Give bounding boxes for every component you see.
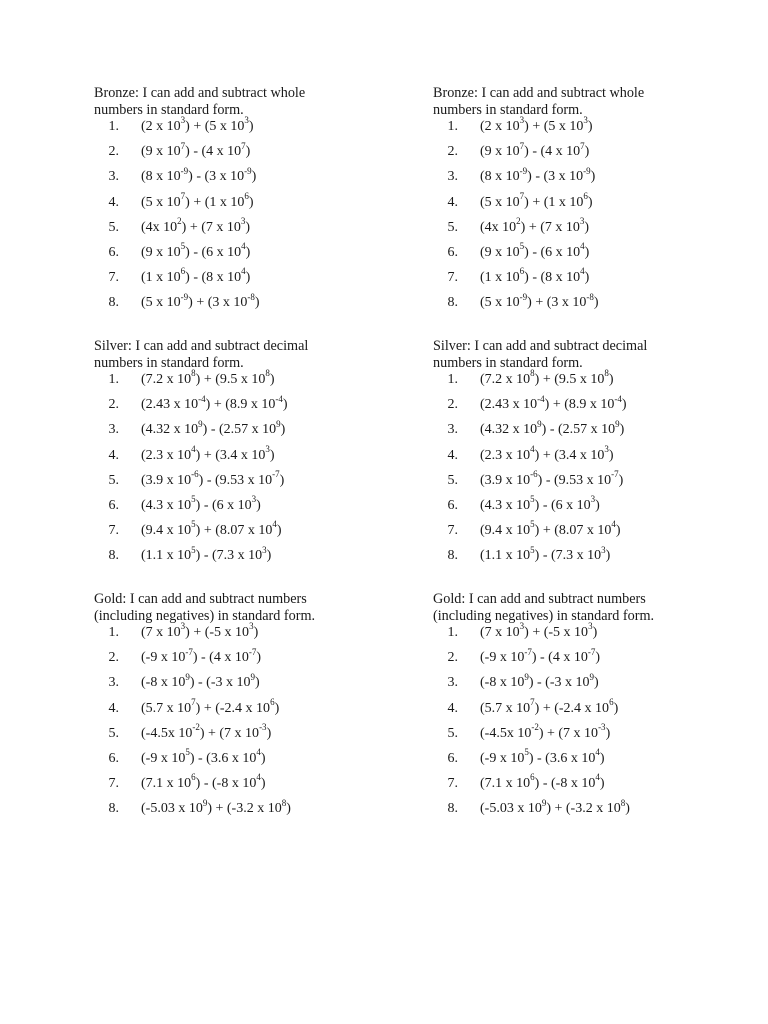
exponent: 5 [530, 494, 535, 505]
problem-number: 6. [108, 244, 119, 260]
exponent: 3 [590, 494, 596, 505]
exponent: 5 [519, 241, 525, 252]
exponent: 9 [185, 671, 190, 682]
problem-number: 3. [108, 169, 119, 185]
problem-number: 3. [108, 675, 119, 691]
exponent: 9 [524, 671, 529, 682]
problem-list [94, 368, 414, 574]
problem-number: 7. [108, 523, 119, 539]
exponent: 5 [180, 241, 186, 252]
problem-list [433, 621, 753, 827]
problem-number: 1. [108, 372, 119, 387]
exponent: 4 [256, 747, 261, 758]
exponent: 3 [262, 544, 267, 555]
problem-number: 3. [447, 422, 458, 438]
problem-item [94, 140, 414, 169]
problem-number: 2. [447, 397, 458, 413]
exponent: 5 [191, 519, 196, 530]
exponent: -7 [272, 469, 280, 480]
problem-number: 8. [447, 801, 458, 817]
exponent: 4 [595, 772, 600, 783]
exponent: -8 [247, 291, 255, 302]
problem-item [433, 494, 753, 523]
problem-number: 6. [447, 244, 458, 260]
problem-expression: (-8 x $10^9) - (-3$ x $10^9$) [141, 671, 260, 691]
problem-expression: (-9 x $10^5) - (3.6$ x $10^4$) [141, 747, 266, 766]
problem-expression: (5.7 x $10^7) + (-2.4$ x $10^6$) [480, 696, 619, 716]
exponent: -4 [614, 393, 622, 404]
problem-number: 6. [447, 750, 458, 766]
exponent: 6 [609, 696, 614, 707]
exponent: -3 [259, 722, 267, 733]
exponent: 4 [580, 266, 585, 277]
exponent: 4 [595, 747, 600, 758]
problem-expression: (-9 x $10^5) - (3.6$ x $10^4$) [480, 747, 605, 766]
exponent: 6 [244, 190, 249, 201]
exponent: 3 [244, 115, 249, 126]
exponent: 7 [580, 140, 585, 151]
exponent: -6 [191, 469, 199, 480]
exponent: 3 [519, 621, 525, 632]
problem-expression: (7 x $10^3) + (-5$ x $10^3$) [141, 621, 259, 640]
problem-expression: (4.32 x $10^9) - (2.57$ x $10^9$) [141, 418, 286, 438]
exponent: 8 [530, 368, 535, 379]
problem-number: 5. [108, 472, 119, 488]
problem-list [94, 621, 414, 827]
problem-number: 4. [108, 194, 119, 210]
section-title: Gold: I can add and subtract numbers (including negatives) in standard form. [433, 591, 655, 624]
exponent: 7 [191, 696, 196, 707]
exponent: 9 [615, 418, 620, 429]
problem-item [94, 772, 414, 801]
problem-item [433, 115, 753, 144]
worksheet-right-column [433, 82, 753, 841]
problem-item [94, 722, 414, 751]
problem-expression: (5 x $10^{-9}) + (3$ x $10^{-8}$) [480, 291, 599, 311]
problem-item [94, 418, 414, 447]
exponent: 5 [524, 747, 529, 758]
problem-number: 3. [108, 422, 119, 438]
exponent: -7 [248, 646, 257, 657]
problem-expression: (9 x $10^7) - (4$ x $10^7$) [480, 140, 590, 160]
exponent: 2 [177, 216, 182, 227]
problem-expression: (1 x $10^6) - (8$ x $10^4$) [480, 266, 590, 286]
problem-expression: (9 x $10^5) - (6$ x $10^4$) [141, 241, 251, 260]
problem-item [433, 671, 753, 700]
section-title: Silver: I can add and subtract decimal numbers in standard form. [94, 338, 309, 371]
problem-number: 6. [108, 497, 119, 513]
problem-number: 4. [447, 447, 458, 463]
exponent: -9 [244, 165, 252, 176]
problem-expression: (7.1 x $10^6) - (-8$ x $10^4$) [480, 772, 605, 792]
problem-list [433, 368, 753, 574]
exponent: 5 [185, 747, 190, 758]
problem-list [433, 115, 753, 321]
problem-item [94, 443, 414, 473]
problem-expression: (-9 x $10^{-7}) - (4$ x $10^{-7}$) [141, 646, 261, 666]
exponent: -8 [586, 291, 594, 302]
problem-expression: (9 x $10^7) - (4$ x $10^7$) [141, 140, 251, 160]
exponent: 3 [249, 621, 254, 632]
exponent: -7 [185, 646, 193, 657]
exponent: 6 [191, 772, 196, 783]
gold-section [94, 588, 414, 841]
exponent: 5 [191, 494, 196, 505]
problem-number: 1. [108, 625, 119, 640]
problem-number: 8. [447, 295, 458, 311]
problem-number: 4. [108, 447, 119, 463]
problem-expression: (-9 x $10^{-7}) - (4$ x $10^{-7}$) [480, 646, 600, 666]
exponent: -6 [530, 469, 538, 480]
problem-number: 4. [108, 700, 119, 716]
problem-item [94, 747, 414, 776]
exponent: 3 [265, 443, 270, 454]
exponent: -2 [192, 722, 200, 733]
silver-section [433, 335, 753, 588]
problem-number: 7. [447, 776, 458, 792]
problem-item [433, 216, 753, 245]
exponent: 5 [191, 544, 196, 555]
problem-expression: (5 x $10^{-9}) + (3$ x $10^{-8}$) [141, 291, 260, 311]
problem-expression: (7.1 x $10^6) - (-8$ x $10^4$) [141, 772, 266, 792]
exponent: 8 [604, 368, 609, 379]
problem-expression: (9.4 x $10^5) + (8.07$ x $10^4$) [480, 519, 621, 539]
problem-expression: (-5.03 x $10^9) + (-3.2$ x $10^8$) [480, 797, 630, 817]
exponent: -4 [537, 393, 545, 404]
exponent: -4 [275, 393, 283, 404]
problem-item [433, 241, 753, 270]
exponent: 9 [276, 418, 281, 429]
problem-expression: (2.3 x $10^4) + (3.4$ x $10^3$) [141, 443, 275, 463]
problem-item [433, 368, 753, 397]
problem-expression: (-5.03 x $10^9) + (-3.2$ x $10^8$) [141, 797, 291, 817]
exponent: 4 [256, 772, 261, 783]
problem-expression: (8 x $10^{-9}) - (3$ x $10^{-9}$) [480, 165, 596, 185]
problem-expression: (4.32 x $10^9) - (2.57$ x $10^9$) [480, 418, 625, 438]
problem-expression: (3.9 x $10^{-6}) - (9.53$ x $10^{-7}$) [141, 469, 285, 488]
exponent: -4 [198, 393, 206, 404]
problem-number: 7. [108, 270, 119, 286]
problem-expression: (-4.5x $10^{-2}) + (7$ x $10^{-3}$) [141, 722, 272, 741]
exponent: 4 [191, 443, 196, 454]
problem-number: 2. [447, 144, 458, 160]
problem-item [94, 368, 414, 397]
problem-expression: (-8 x $10^9) - (-3$ x $10^9$) [480, 671, 599, 691]
exponent: -9 [583, 165, 591, 176]
exponent: 6 [519, 266, 525, 277]
exponent: 6 [583, 190, 588, 201]
problem-item [433, 696, 753, 726]
problem-item [94, 519, 414, 548]
problem-number: 2. [108, 144, 119, 160]
problem-number: 5. [447, 219, 458, 235]
problem-expression: (7 x $10^3) + (-5$ x $10^3$) [480, 621, 598, 640]
exponent: 4 [241, 241, 246, 252]
exponent: 4 [580, 241, 585, 252]
problem-expression: (5 x $10^7) + (1$ x $10^6$) [480, 190, 593, 210]
exponent: -9 [519, 165, 528, 176]
exponent: -9 [180, 165, 189, 176]
problem-number: 5. [108, 725, 119, 741]
exponent: -9 [180, 291, 189, 302]
exponent: 9 [198, 418, 203, 429]
problem-expression: (5 x $10^7) + (1$ x $10^6$) [141, 190, 254, 210]
exponent: 4 [241, 266, 246, 277]
problem-item [433, 291, 753, 320]
problem-expression: (2.43 x $10^{-4}) + (8.9$ x $10^{-4}$) [480, 393, 627, 413]
problem-expression: (8 x $10^{-9}) - (3$ x $10^{-9}$) [141, 165, 257, 185]
exponent: 6 [530, 772, 535, 783]
exponent: 7 [241, 140, 246, 151]
exponent: 9 [589, 671, 594, 682]
problem-expression: (4.3 x $10^5) - (6$ x $10^3$) [141, 494, 261, 513]
problem-list [94, 115, 414, 321]
problem-item [94, 544, 414, 573]
problem-expression: (4x $10^2) + (7$ x $10^3$) [141, 216, 251, 235]
problem-number: 7. [447, 270, 458, 286]
problem-expression: (7.2 x $10^8) + (9.5$ x $10^8$) [141, 368, 275, 387]
exponent: 7 [180, 140, 186, 151]
problem-expression: (4x $10^2) + (7$ x $10^3$) [480, 216, 590, 235]
problem-expression: (1.1 x $10^5) - (7.3$ x $10^3$) [141, 544, 272, 564]
problem-number: 6. [108, 750, 119, 766]
problem-number: 8. [447, 548, 458, 564]
problem-number: 6. [447, 497, 458, 513]
problem-item [433, 418, 753, 447]
exponent: 9 [537, 418, 542, 429]
problem-number: 2. [108, 650, 119, 666]
exponent: 7 [180, 190, 186, 201]
problem-expression: (9.4 x $10^5) + (8.07$ x $10^4$) [141, 519, 282, 539]
problem-item [433, 190, 753, 220]
problem-number: 2. [108, 397, 119, 413]
problem-number: 3. [447, 169, 458, 185]
problem-number: 8. [108, 548, 119, 564]
problem-number: 7. [447, 523, 458, 539]
exponent: 3 [180, 115, 186, 126]
problem-number: 8. [108, 295, 119, 311]
problem-expression: (2 x $10^3) + (5$ x $10^3$) [141, 115, 254, 134]
section-title: Bronze: I can add and subtract whole numbers in standard form. [94, 85, 306, 118]
exponent: 3 [604, 443, 609, 454]
problem-item [433, 722, 753, 751]
problem-number: 4. [447, 700, 458, 716]
problem-item [94, 115, 414, 144]
problem-expression: (1 x $10^6) - (8$ x $10^4$) [141, 266, 251, 286]
section-title: Gold: I can add and subtract numbers (including negatives) in standard form. [94, 591, 316, 624]
problem-item [94, 393, 414, 422]
exponent: 5 [530, 519, 535, 530]
exponent: 7 [530, 696, 535, 707]
exponent: 4 [272, 519, 277, 530]
problem-number: 5. [447, 725, 458, 741]
exponent: 9 [250, 671, 255, 682]
exponent: 3 [601, 544, 606, 555]
exponent: 6 [180, 266, 186, 277]
problem-expression: (2.3 x $10^4) + (3.4$ x $10^3$) [480, 443, 614, 463]
exponent: 9 [541, 797, 547, 808]
problem-number: 1. [447, 119, 458, 134]
bronze-section [94, 82, 414, 335]
problem-item [94, 165, 414, 194]
problem-expression: (1.1 x $10^5) - (7.3$ x $10^3$) [480, 544, 611, 564]
exponent: 3 [588, 621, 593, 632]
gold-section [433, 588, 753, 841]
problem-expression: (9 x $10^5) - (6$ x $10^4$) [480, 241, 590, 260]
problem-item [433, 519, 753, 548]
exponent: 3 [251, 494, 257, 505]
exponent: 5 [530, 544, 535, 555]
problem-expression: (-4.5x $10^{-2}) + (7$ x $10^{-3}$) [480, 722, 611, 741]
problem-number: 1. [447, 372, 458, 387]
section-title: Silver: I can add and subtract decimal numbers in standard form. [433, 338, 648, 371]
exponent: 4 [611, 519, 616, 530]
problem-item [433, 165, 753, 194]
problem-item [433, 797, 753, 826]
exponent: 7 [519, 140, 525, 151]
exponent: 8 [191, 368, 196, 379]
problem-expression: (7.2 x $10^8) + (9.5$ x $10^8$) [480, 368, 614, 387]
problem-item [94, 241, 414, 270]
silver-section [94, 335, 414, 588]
exponent: 9 [202, 797, 208, 808]
exponent: 6 [270, 696, 275, 707]
problem-item [94, 291, 414, 320]
exponent: 3 [180, 621, 186, 632]
problem-expression: (2 x $10^3) + (5$ x $10^3$) [480, 115, 593, 134]
problem-number: 5. [447, 472, 458, 488]
problem-number: 1. [447, 625, 458, 640]
problem-item [433, 772, 753, 801]
exponent: 2 [516, 216, 521, 227]
exponent: -9 [519, 291, 528, 302]
problem-item [433, 140, 753, 169]
bronze-section [433, 82, 753, 335]
problem-expression: (5.7 x $10^7) + (-2.4$ x $10^6$) [141, 696, 280, 716]
problem-item [94, 494, 414, 523]
problem-item [94, 190, 414, 220]
problem-number: 7. [108, 776, 119, 792]
problem-expression: (2.43 x $10^{-4}) + (8.9$ x $10^{-4}$) [141, 393, 288, 413]
problem-item [94, 216, 414, 245]
exponent: -7 [587, 646, 596, 657]
problem-number: 2. [447, 650, 458, 666]
problem-item [94, 797, 414, 826]
problem-number: 3. [447, 675, 458, 691]
problem-item [94, 696, 414, 726]
problem-item [433, 393, 753, 422]
problem-item [433, 544, 753, 573]
problem-number: 1. [108, 119, 119, 134]
exponent: -2 [531, 722, 539, 733]
problem-number: 8. [108, 801, 119, 817]
section-title: Bronze: I can add and subtract whole numbers in standard form. [433, 85, 645, 118]
exponent: 3 [240, 216, 246, 227]
problem-expression: (3.9 x $10^{-6}) - (9.53$ x $10^{-7}$) [480, 469, 624, 488]
exponent: 7 [519, 190, 525, 201]
problem-number: 5. [108, 219, 119, 235]
exponent: 3 [583, 115, 588, 126]
exponent: 4 [530, 443, 535, 454]
exponent: -3 [598, 722, 606, 733]
exponent: 8 [620, 797, 626, 808]
problem-item [433, 747, 753, 776]
exponent: -7 [611, 469, 619, 480]
exponent: 8 [281, 797, 287, 808]
worksheet-left-column [94, 82, 414, 841]
exponent: 3 [519, 115, 525, 126]
problem-item [433, 443, 753, 473]
exponent: 8 [265, 368, 270, 379]
exponent: -7 [524, 646, 532, 657]
problem-number: 4. [447, 194, 458, 210]
problem-expression: (4.3 x $10^5) - (6$ x $10^3$) [480, 494, 600, 513]
problem-item [94, 671, 414, 700]
exponent: 3 [579, 216, 585, 227]
